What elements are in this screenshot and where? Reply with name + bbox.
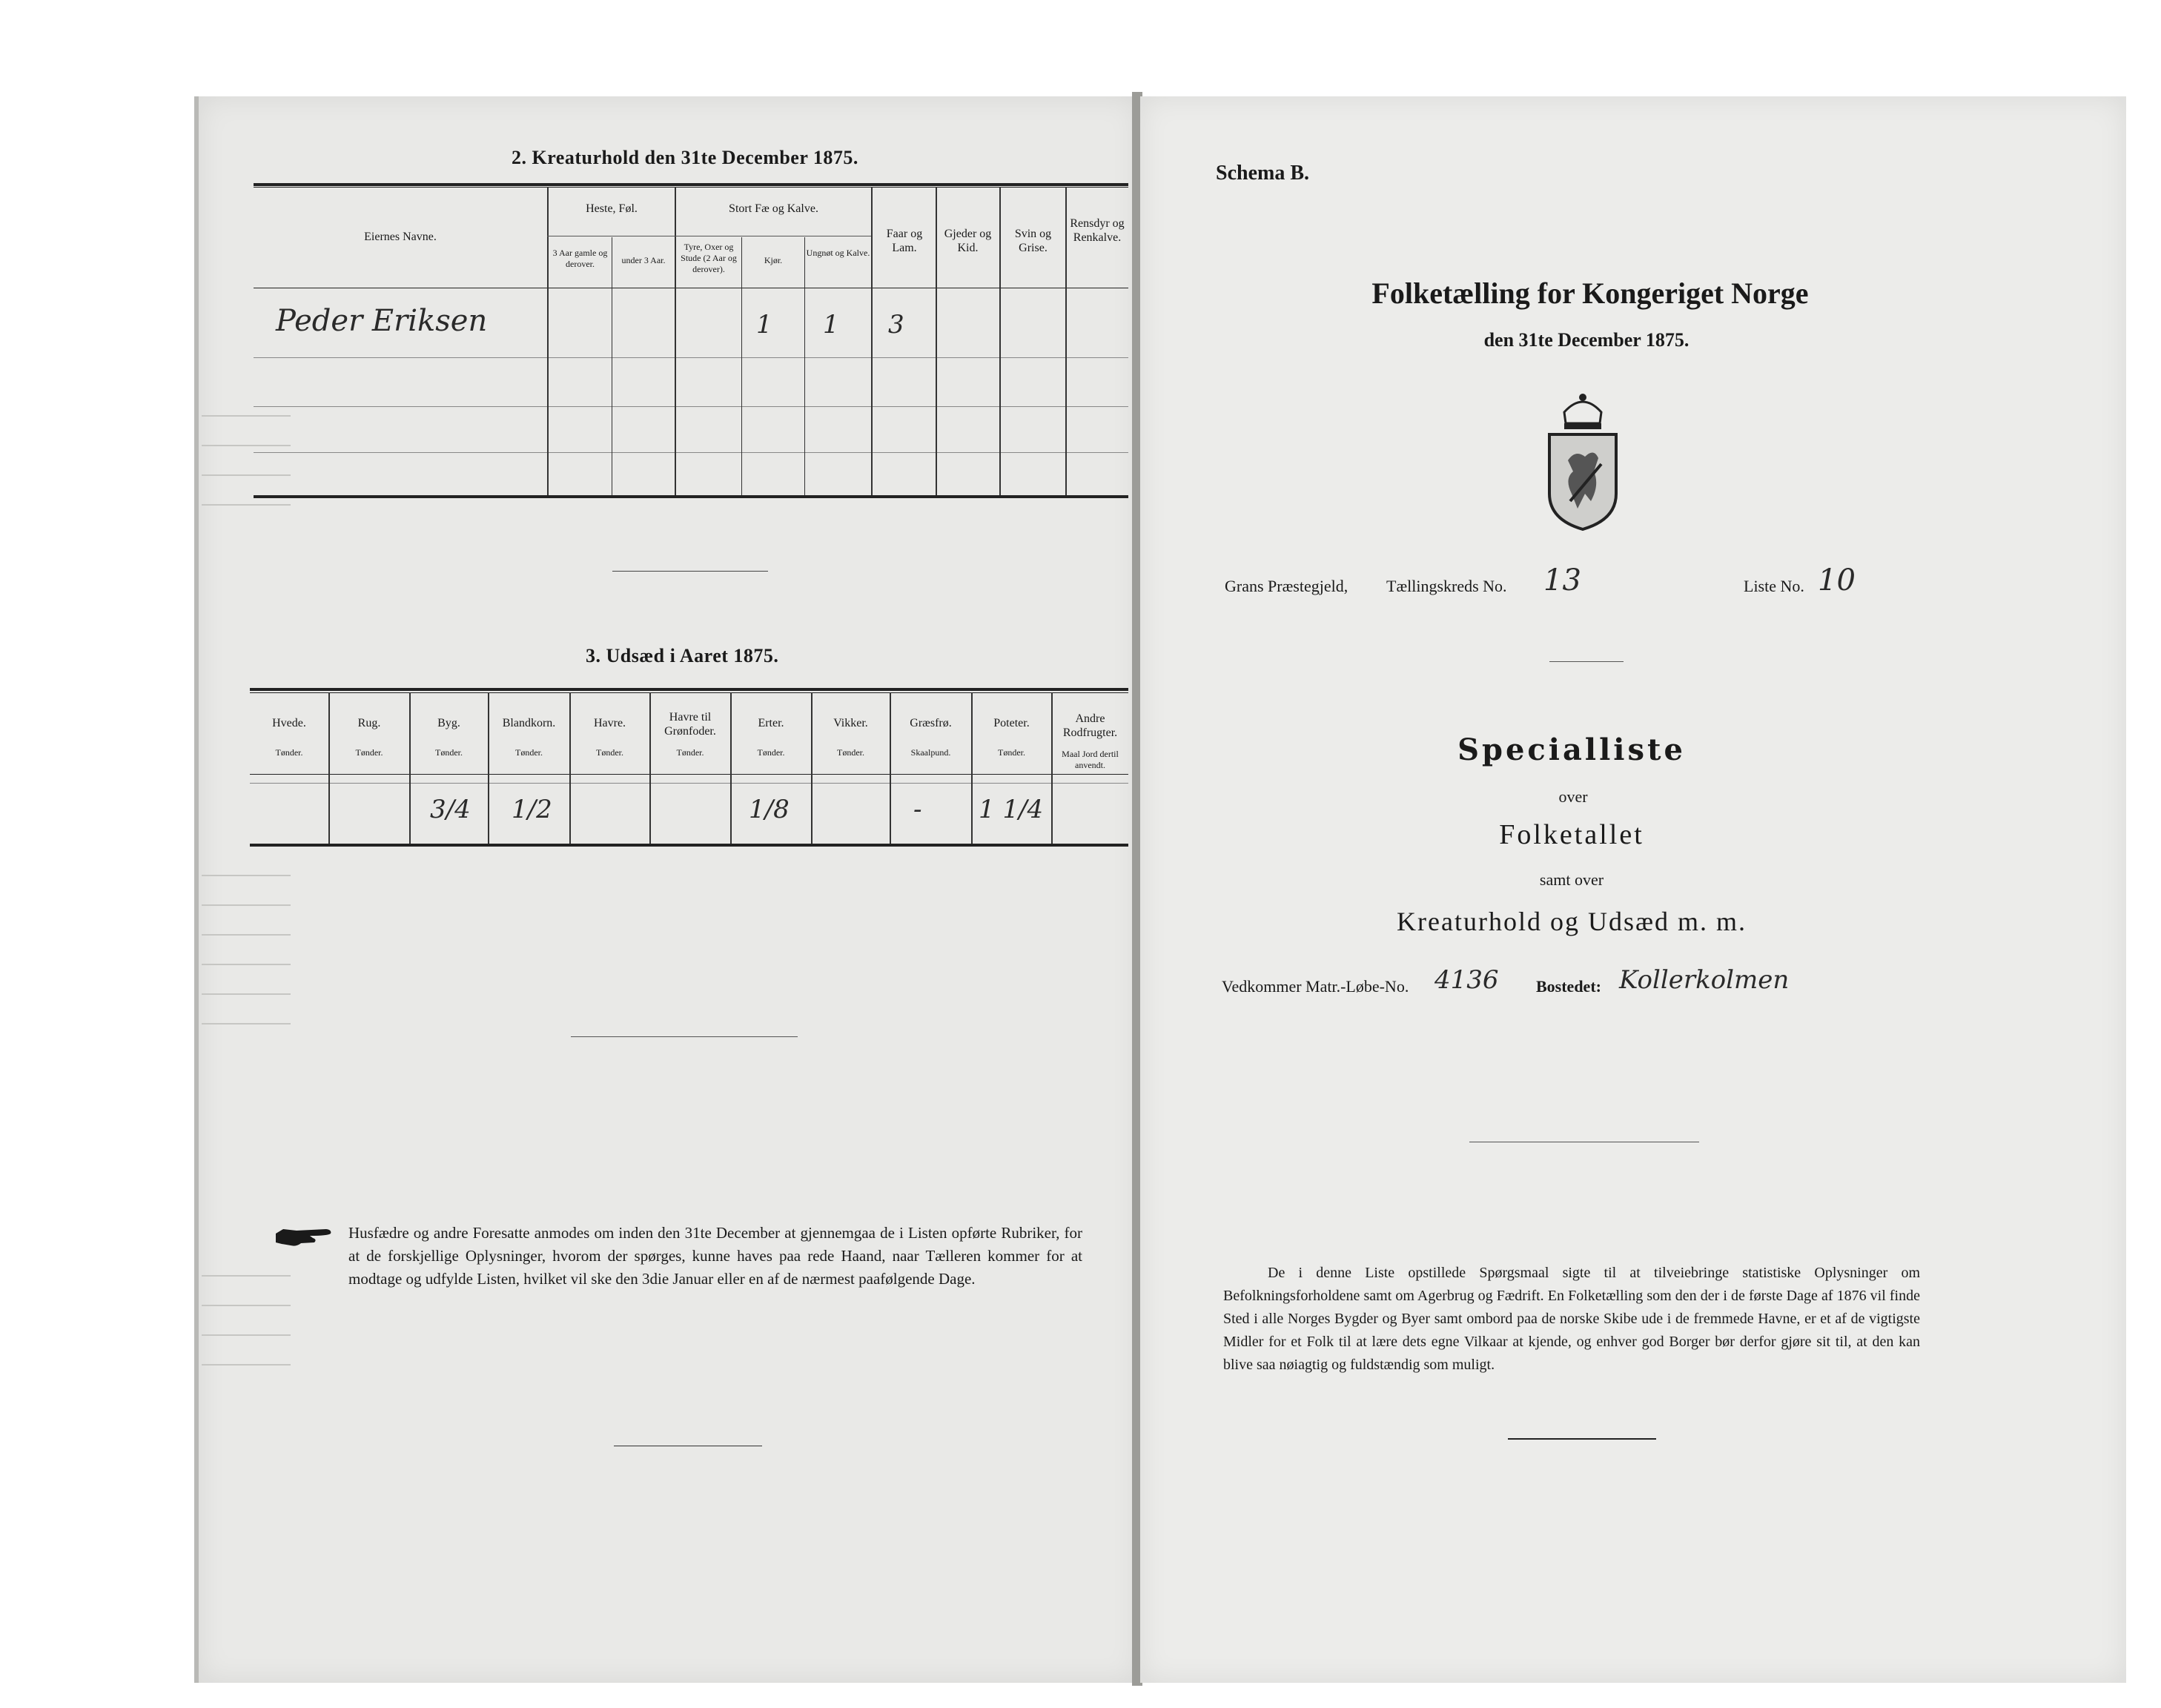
- header-cattle: Stort Fæ og Kalve.: [729, 202, 818, 215]
- header-goats: Gjeder og Kid.: [944, 228, 992, 254]
- seed-unit-havre: Tønder.: [596, 747, 623, 758]
- seed-header-hvede: Hvede.: [272, 717, 306, 729]
- circuit-label: Tællingskreds No.: [1386, 577, 1507, 595]
- folketallet-heading: Folketallet: [1499, 819, 1644, 850]
- over-label: over: [1558, 787, 1588, 806]
- seed-header-andre: Andre Rodfrugter.: [1062, 712, 1118, 739]
- header-sheep: Faar og Lam.: [886, 228, 923, 254]
- parish-label: Grans Præstegjeld,: [1225, 577, 1348, 595]
- seed-header-erter: Erter.: [758, 717, 784, 729]
- list-label: Liste No.: [1744, 577, 1804, 595]
- seed-header-havre-gronfoder: Havre til Grønfoder.: [664, 711, 716, 738]
- section3-title: 3. Udsæd i Aaret 1875.: [586, 645, 779, 666]
- seed-header-blandkorn: Blandkorn.: [502, 717, 556, 729]
- divider: [1549, 661, 1624, 662]
- bosted-value: Kollerkolmen: [1619, 965, 1790, 995]
- closing-statement: De i denne Liste opstillede Spørgsmaal sigte til at tilveiebringe statistiske Oplysninger om Befolkningsforholdene samt om Agerbrug og Fædrift. En Folketælling som den der i de første Dage af 1876 vil finde Sted i alle Norges Bygder og Byer samt ombord paa de norske Skibe ude i de fremmede Havne, er et af de vigtigste Midler for et Folk til at lære dets egne Vilkaar at kjende, og enhver god Borger bør derfor gjøre sit til, at den kan blive saa nøiagtig og fuldstændig som muligt.: [1223, 1265, 1920, 1373]
- header-cattle-cows: Kjør.: [764, 255, 783, 265]
- seed-unit-erter: Tønder.: [757, 747, 785, 758]
- schema-label: Schema B.: [1216, 162, 1309, 185]
- poteter-value: 1 1/4: [979, 795, 1044, 824]
- census-date: den 31te December 1875.: [1483, 329, 1690, 351]
- instructions-notice: Husfædre og andre Foresatte anmodes om inden den 31te December at gjennemgaa de i Listen opførte Rubriker, for at de forskjellige Oplysninger, hvorom der spørges, kunne haves paa rede Haand, naar Tælleren kommer for at modtage og udfylde Listen, hvilket vil ske den 3die Januar eller en af de nærmest paafølgende Dage.: [348, 1224, 1082, 1288]
- header-cattle-young: Ungnøt og Kalve.: [806, 248, 870, 258]
- list-number: 10: [1818, 563, 1856, 598]
- header-horses-young: under 3 Aar.: [621, 255, 666, 265]
- seed-unit-hvede: Tønder.: [275, 747, 303, 758]
- header-horses-old: 3 Aar gamle og derover.: [552, 248, 608, 269]
- graesfro-value: -: [913, 795, 922, 824]
- seed-unit-havre-gronfoder: Tønder.: [676, 747, 704, 758]
- young-cattle-cell: 1: [823, 310, 839, 340]
- header-horses: Heste, Føl.: [586, 202, 638, 215]
- seed-unit-graesfro: Skaalpund.: [910, 747, 951, 758]
- seed-header-byg: Byg.: [437, 717, 460, 729]
- seed-unit-andre: Maal Jord dertil anvendt.: [1062, 749, 1119, 770]
- signature-line: [1508, 1438, 1656, 1440]
- seed-unit-poteter: Tønder.: [998, 747, 1025, 758]
- seed-header-havre: Havre.: [593, 717, 626, 729]
- seed-header-poteter: Poteter.: [993, 717, 1030, 729]
- matr-number: 4136: [1434, 965, 1499, 995]
- coat-of-arms-icon: [1542, 390, 1624, 531]
- divider: [612, 571, 768, 572]
- blandkorn-value: 1/2: [512, 795, 552, 824]
- circuit-number: 13: [1543, 563, 1581, 598]
- cows-cell: 1: [756, 310, 772, 340]
- kreaturhold-heading: Kreaturhold og Udsæd m. m.: [1397, 907, 1747, 936]
- sheep-cell: 3: [888, 310, 904, 340]
- seed-header-rug: Rug.: [357, 717, 381, 729]
- erter-value: 1/8: [749, 795, 790, 824]
- seed-header-graesfro: Græsfrø.: [910, 717, 952, 729]
- samt-over-label: samt over: [1539, 870, 1604, 889]
- seed-header-vikker: Vikker.: [833, 717, 868, 729]
- seed-unit-vikker: Tønder.: [837, 747, 864, 758]
- bosted-label: Bostedet:: [1536, 977, 1601, 996]
- seed-unit-rug: Tønder.: [355, 747, 383, 758]
- header-reindeer: Rensdyr og Renkalve.: [1070, 217, 1125, 244]
- owner-name-cell: Peder Eriksen: [276, 304, 488, 338]
- seed-unit-byg: Tønder.: [435, 747, 463, 758]
- pointing-hand-icon: [274, 1223, 334, 1253]
- header-owner: Eiernes Navne.: [364, 231, 437, 243]
- specialliste-heading: Specialliste: [1457, 732, 1686, 767]
- seed-unit-blandkorn: Tønder.: [515, 747, 543, 758]
- section2-title: 2. Kreaturhold den 31te December 1875.: [512, 147, 858, 168]
- divider: [571, 1036, 798, 1037]
- census-title: Folketælling for Kongeriget Norge: [1371, 277, 1809, 310]
- header-cattle-bulls: Tyre, Oxer og Stude (2 Aar og derover).: [681, 242, 737, 274]
- byg-value: 3/4: [430, 795, 471, 824]
- matr-label: Vedkommer Matr.-Løbe-No.: [1222, 977, 1409, 996]
- header-pigs: Svin og Grise.: [1014, 228, 1052, 254]
